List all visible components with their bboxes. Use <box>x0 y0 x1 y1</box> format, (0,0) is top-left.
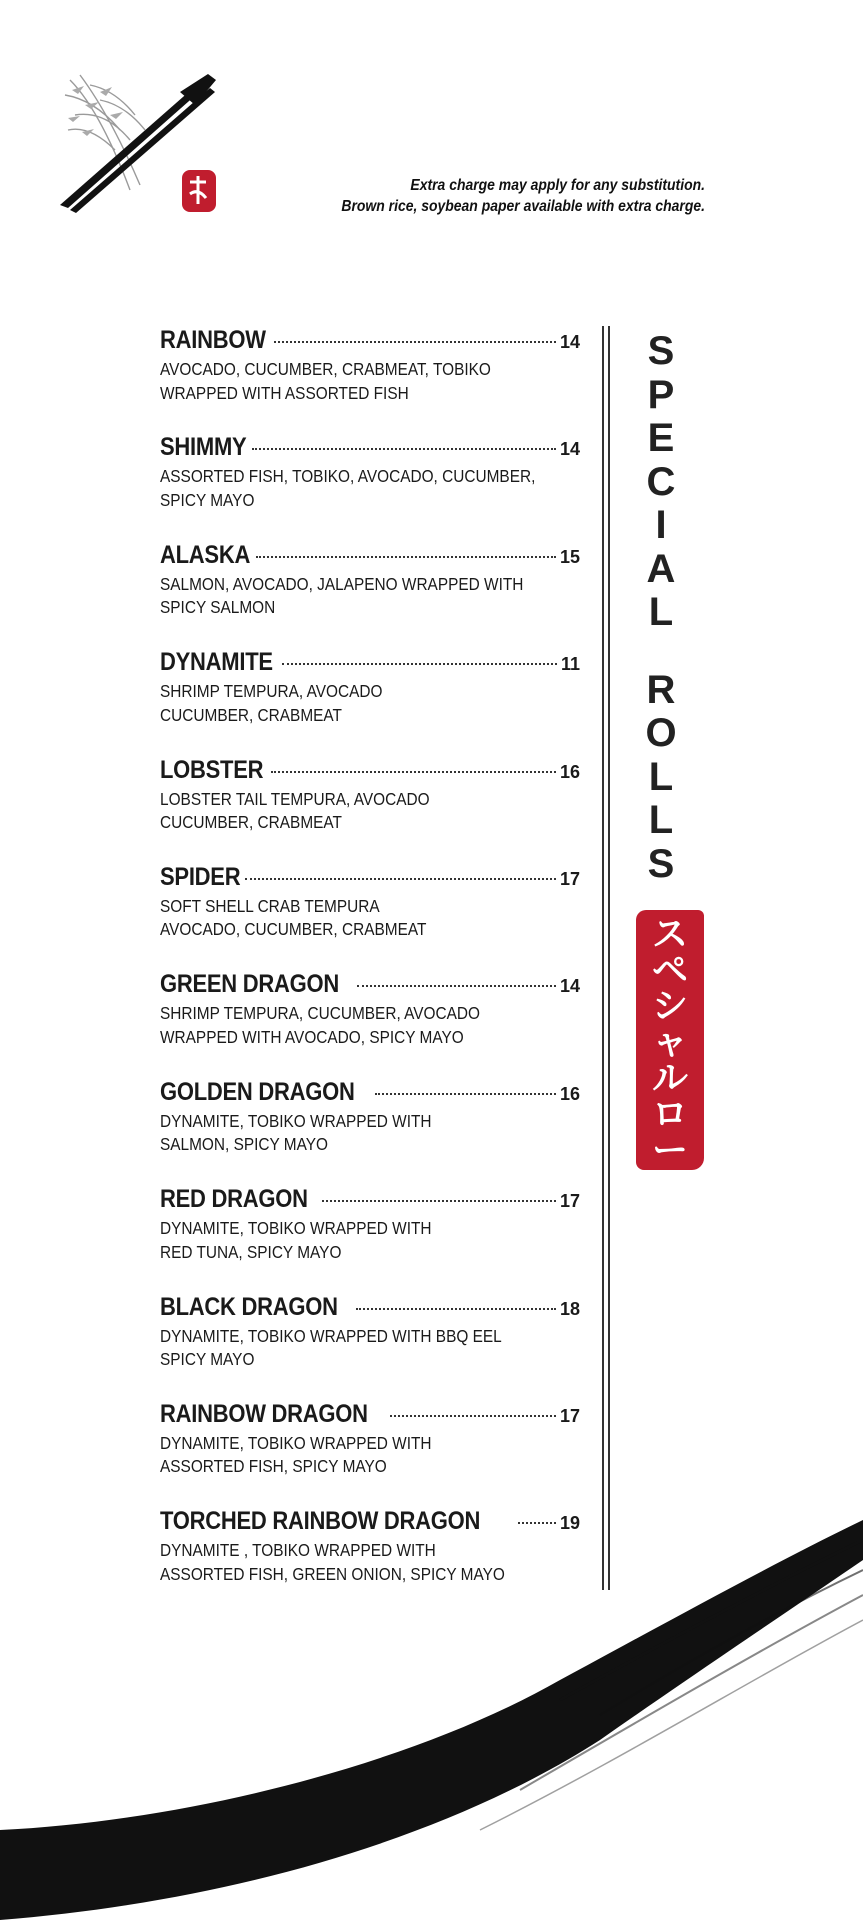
substitution-notes <box>273 175 705 217</box>
dotted-leader <box>375 1093 556 1095</box>
menu-item-description <box>160 1325 574 1372</box>
menu-item-price: 17 <box>559 1405 580 1426</box>
menu-item-name: GOLDEN DRAGON <box>160 1077 355 1106</box>
menu-item-header <box>160 970 580 1000</box>
menu-item-name: BLACK DRAGON <box>160 1292 338 1321</box>
description-line: SALMON, AVOCADO, JALAPENO WRAPPED WITH <box>160 573 524 594</box>
divider-line <box>602 326 604 1590</box>
black-brush-stroke-icon <box>0 1500 863 1920</box>
title-letter: C <box>646 459 676 504</box>
dotted-leader <box>245 878 556 880</box>
menu-item-name: SPIDER <box>160 862 241 891</box>
menu-item-name: ALASKA <box>160 540 251 569</box>
title-letter: O <box>645 711 677 755</box>
description-line: DYNAMITE, TOBIKO WRAPPED WITH <box>160 1110 432 1131</box>
menu-item <box>160 433 580 540</box>
menu-item-description <box>160 358 574 405</box>
menu-item-header <box>160 1293 580 1323</box>
menu-item <box>160 1078 580 1185</box>
title-letter: R <box>646 667 676 712</box>
dotted-leader <box>282 663 557 665</box>
special-rolls-menu <box>160 326 580 1615</box>
title-letter: E <box>647 416 675 460</box>
menu-item-name: GREEN DRAGON <box>160 970 339 999</box>
menu-item-name: RAINBOW DRAGON <box>160 1399 368 1428</box>
seal-character: ロ <box>651 1093 688 1134</box>
menu-item-header <box>160 1185 580 1215</box>
description-line: CUCUMBER, CRABMEAT <box>160 704 342 725</box>
seal-character: ル <box>651 1057 688 1098</box>
description-line: AVOCADO, CUCUMBER, CRABMEAT, TOBIKO <box>160 359 491 379</box>
dotted-leader <box>390 1415 556 1417</box>
description-line: WRAPPED WITH AVOCADO, SPICY MAYO <box>160 1026 464 1047</box>
dotted-leader <box>322 1200 556 1202</box>
description-line: SALMON, SPICY MAYO <box>160 1134 329 1155</box>
menu-item-name: SHIMMY <box>160 433 247 462</box>
description-line: LOBSTER TAIL TEMPURA, AVOCADO <box>160 788 430 809</box>
menu-item-header <box>160 756 580 786</box>
menu-item-price: 19 <box>559 1513 580 1534</box>
description-line: ASSORTED FISH, TOBIKO, AVOCADO, CUCUMBER, <box>160 466 536 487</box>
dotted-leader <box>256 556 556 558</box>
description-line: DYNAMITE, TOBIKO WRAPPED WITH <box>160 1432 432 1453</box>
description-line: ASSORTED FISH, GREEN ONION, SPICY MAYO <box>160 1563 505 1584</box>
menu-item-header <box>160 1400 580 1430</box>
menu-item-name: LOBSTER <box>160 755 264 784</box>
menu-item-price: 17 <box>559 868 580 889</box>
menu-item-header <box>160 863 580 893</box>
description-line: SPICY MAYO <box>160 489 255 510</box>
menu-item-name: RAINBOW <box>160 326 266 354</box>
menu-item-description <box>160 1432 574 1479</box>
dotted-leader <box>271 771 556 773</box>
seal-character: ペ <box>651 949 688 990</box>
menu-item <box>160 326 580 433</box>
menu-item-name: TORCHED RAINBOW DRAGON <box>160 1507 481 1536</box>
title-letter: L <box>648 590 674 634</box>
seal-character: ャ <box>651 1021 688 1062</box>
menu-item-description <box>160 680 574 727</box>
description-line: SHRIMP TEMPURA, AVOCADO <box>160 681 383 702</box>
seal-character: ル <box>651 1165 688 1206</box>
menu-item-description <box>160 1217 574 1264</box>
menu-item-description <box>160 788 574 835</box>
seal-character: ス <box>651 913 688 954</box>
menu-item-price: 15 <box>559 546 580 567</box>
description-line: DYNAMITE, TOBIKO WRAPPED WITH BBQ EEL <box>160 1325 502 1346</box>
menu-item <box>160 970 580 1077</box>
menu-item-price: 16 <box>559 761 580 782</box>
dotted-leader <box>274 341 556 343</box>
dotted-leader <box>356 1308 556 1310</box>
menu-item-header <box>160 541 580 571</box>
title-letter: A <box>646 546 676 591</box>
menu-item <box>160 648 580 755</box>
chopsticks-bamboo-icon <box>60 70 230 220</box>
menu-item-description <box>160 895 574 942</box>
seal-character: シ <box>651 985 688 1026</box>
description-line: SPICY MAYO <box>160 1349 255 1370</box>
description-line: ASSORTED FISH, SPICY MAYO <box>160 1456 387 1477</box>
title-letter: P <box>647 372 675 417</box>
description-line: AVOCADO, CUCUMBER, CRABMEAT <box>160 919 427 940</box>
menu-item <box>160 756 580 863</box>
description-line: RED TUNA, SPICY MAYO <box>160 1241 342 1262</box>
title-letter: S <box>647 841 675 886</box>
menu-item <box>160 863 580 970</box>
description-line: CUCUMBER, CRABMEAT <box>160 812 342 833</box>
title-letter: I <box>655 503 667 547</box>
menu-item-name: DYNAMITE <box>160 648 273 677</box>
menu-item-name: RED DRAGON <box>160 1185 308 1214</box>
divider-line <box>608 326 610 1590</box>
menu-item-description <box>160 1110 574 1157</box>
dotted-leader <box>252 448 556 450</box>
title-letter: S <box>647 329 675 373</box>
special-rolls-vertical-title <box>636 330 686 886</box>
menu-item <box>160 1185 580 1292</box>
menu-item-price: 14 <box>559 976 580 997</box>
menu-item-price: 17 <box>559 1191 580 1212</box>
dotted-leader <box>357 985 556 987</box>
title-letter: L <box>648 798 674 842</box>
description-line: DYNAMITE , TOBIKO WRAPPED WITH <box>160 1540 436 1561</box>
menu-item-price: 14 <box>559 332 580 352</box>
menu-item-header <box>160 648 580 678</box>
description-line: SPICY SALMON <box>160 597 276 618</box>
menu-item-price: 11 <box>560 654 580 675</box>
katakana-seal-banner <box>636 910 704 1206</box>
description-line: SOFT SHELL CRAB TEMPURA <box>160 895 380 916</box>
note-line-1: Extra charge may apply for any substitution. <box>410 177 705 194</box>
menu-item-header <box>160 326 580 356</box>
seal-character: ー <box>651 1129 688 1170</box>
menu-item <box>160 1400 580 1507</box>
note-line-2: Brown rice, soybean paper available with extra charge. <box>341 198 705 215</box>
menu-item-header <box>160 433 580 463</box>
menu-item-header <box>160 1078 580 1108</box>
menu-item-description <box>160 465 574 512</box>
menu-item-price: 18 <box>559 1298 580 1319</box>
description-line: WRAPPED WITH ASSORTED FISH <box>160 382 409 403</box>
menu-item <box>160 541 580 648</box>
menu-item-description <box>160 573 574 620</box>
menu-item <box>160 1293 580 1400</box>
menu-item-price: 14 <box>559 439 580 460</box>
menu-item-price: 16 <box>559 1083 580 1104</box>
description-line: SHRIMP TEMPURA, CUCUMBER, AVOCADO <box>160 1003 481 1024</box>
menu-item-description <box>160 1002 574 1049</box>
title-letter: L <box>648 754 674 799</box>
description-line: DYNAMITE, TOBIKO WRAPPED WITH <box>160 1218 432 1239</box>
